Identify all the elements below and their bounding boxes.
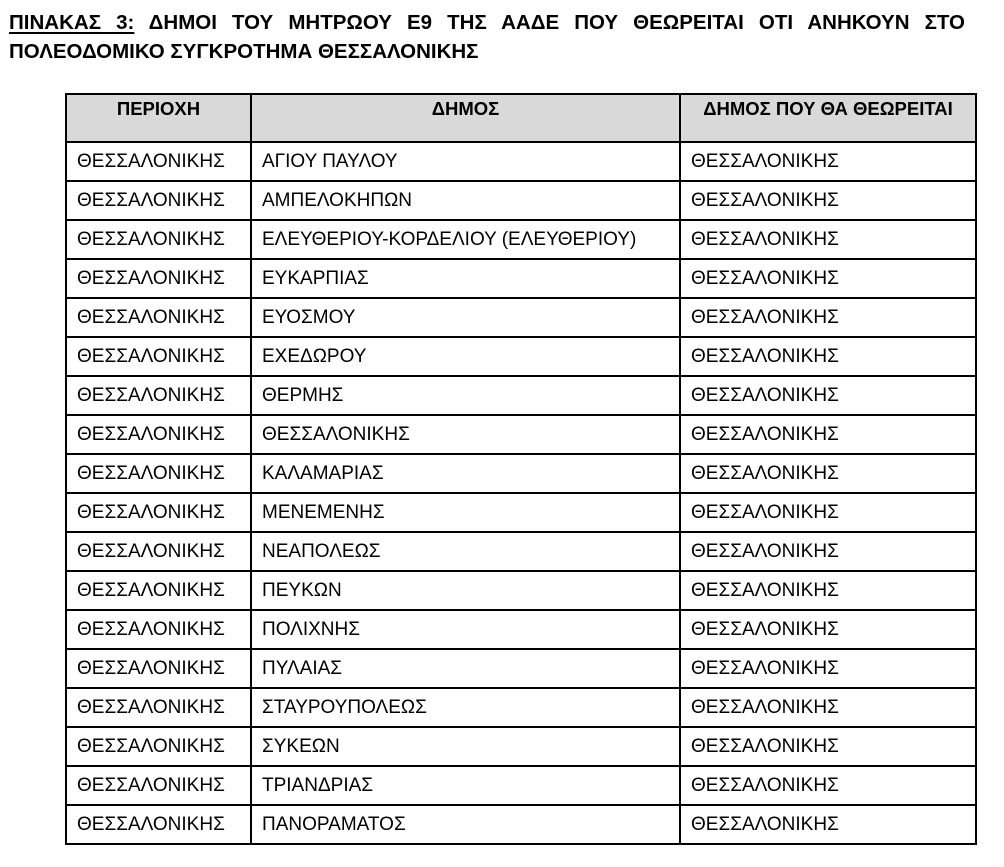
considered-municipality-cell: ΘΕΣΣΑΛΟΝΙΚΗΣ [680, 298, 976, 337]
table-row [66, 571, 976, 610]
area-cell: ΘΕΣΣΑΛΟΝΙΚΗΣ [66, 337, 251, 376]
area-cell: ΘΕΣΣΑΛΟΝΙΚΗΣ [66, 298, 251, 337]
area-cell: ΘΕΣΣΑΛΟΝΙΚΗΣ [66, 688, 251, 727]
area-cell: ΘΕΣΣΑΛΟΝΙΚΗΣ [66, 766, 251, 805]
table-row [66, 454, 976, 493]
area-cell: ΘΕΣΣΑΛΟΝΙΚΗΣ [66, 376, 251, 415]
considered-municipality-cell: ΘΕΣΣΑΛΟΝΙΚΗΣ [680, 727, 976, 766]
municipality-cell: ΝΕΑΠΟΛΕΩΣ [251, 532, 680, 571]
municipality-cell: ΠΑΝΟΡΑΜΑΤΟΣ [251, 805, 680, 844]
table-row [66, 805, 976, 844]
table-row [66, 688, 976, 727]
municipality-cell: ΠΕΥΚΩΝ [251, 571, 680, 610]
municipality-cell: ΜΕΝΕΜΕΝΗΣ [251, 493, 680, 532]
considered-municipality-cell: ΘΕΣΣΑΛΟΝΙΚΗΣ [680, 142, 976, 181]
municipality-cell: ΑΓΙΟΥ ΠΑΥΛΟΥ [251, 142, 680, 181]
table-row [66, 766, 976, 805]
considered-municipality-cell: ΘΕΣΣΑΛΟΝΙΚΗΣ [680, 454, 976, 493]
municipality-cell: ΤΡΙΑΝΔΡΙΑΣ [251, 766, 680, 805]
table-row [66, 649, 976, 688]
table-row [66, 610, 976, 649]
table-body [66, 142, 976, 844]
municipality-cell: ΣΥΚΕΩΝ [251, 727, 680, 766]
area-cell: ΘΕΣΣΑΛΟΝΙΚΗΣ [66, 649, 251, 688]
considered-municipality-cell: ΘΕΣΣΑΛΟΝΙΚΗΣ [680, 649, 976, 688]
table-row [66, 415, 976, 454]
table-row [66, 181, 976, 220]
considered-municipality-cell: ΘΕΣΣΑΛΟΝΙΚΗΣ [680, 493, 976, 532]
table-header-row [66, 94, 976, 142]
municipality-cell: ΠΟΛΙΧΝΗΣ [251, 610, 680, 649]
considered-municipality-cell: ΘΕΣΣΑΛΟΝΙΚΗΣ [680, 571, 976, 610]
header-area: ΠΕΡΙΟΧΗ [66, 94, 251, 142]
municipality-cell: ΕΛΕΥΘΕΡΙΟΥ-ΚΟΡΔΕΛΙΟΥ (ΕΛΕΥΘΕΡΙΟΥ) [251, 220, 680, 259]
municipality-cell: ΣΤΑΥΡΟΥΠΟΛΕΩΣ [251, 688, 680, 727]
considered-municipality-cell: ΘΕΣΣΑΛΟΝΙΚΗΣ [680, 181, 976, 220]
municipality-cell: ΕΧΕΔΩΡΟΥ [251, 337, 680, 376]
municipality-cell: ΕΥΚΑΡΠΙΑΣ [251, 259, 680, 298]
area-cell: ΘΕΣΣΑΛΟΝΙΚΗΣ [66, 493, 251, 532]
table-caption: ΔΗΜΟΙ ΤΟΥ ΜΗΤΡΩΟΥ Ε9 ΤΗΣ ΑΑΔΕ ΠΟΥ ΘΕΩΡΕΙΤΑΙ ΟΤΙ ΑΝΗΚΟΥΝ ΣΤΟ ΠΟΛΕΟΔΟΜΙΚΟ ΣΥΓΚΡΟΤΗΜΑ ΘΕΣΣΑΛΟΝΙΚΗΣ [9, 11, 965, 63]
table-row [66, 142, 976, 181]
table-row [66, 259, 976, 298]
considered-municipality-cell: ΘΕΣΣΑΛΟΝΙΚΗΣ [680, 766, 976, 805]
area-cell: ΘΕΣΣΑΛΟΝΙΚΗΣ [66, 805, 251, 844]
document-title [9, 8, 965, 66]
considered-municipality-cell: ΘΕΣΣΑΛΟΝΙΚΗΣ [680, 805, 976, 844]
table-row [66, 727, 976, 766]
header-municipality: ΔΗΜΟΣ [251, 94, 680, 142]
header-considered-municipality: ΔΗΜΟΣ ΠΟΥ ΘΑ ΘΕΩΡΕΙΤΑΙ [680, 94, 976, 142]
area-cell: ΘΕΣΣΑΛΟΝΙΚΗΣ [66, 454, 251, 493]
considered-municipality-cell: ΘΕΣΣΑΛΟΝΙΚΗΣ [680, 259, 976, 298]
considered-municipality-cell: ΘΕΣΣΑΛΟΝΙΚΗΣ [680, 688, 976, 727]
area-cell: ΘΕΣΣΑΛΟΝΙΚΗΣ [66, 532, 251, 571]
considered-municipality-cell: ΘΕΣΣΑΛΟΝΙΚΗΣ [680, 532, 976, 571]
table-row [66, 337, 976, 376]
table-row [66, 493, 976, 532]
municipality-cell: ΠΥΛΑΙΑΣ [251, 649, 680, 688]
considered-municipality-cell: ΘΕΣΣΑΛΟΝΙΚΗΣ [680, 376, 976, 415]
table-row [66, 532, 976, 571]
table-number-label: ΠΙΝΑΚΑΣ 3: [9, 11, 135, 34]
considered-municipality-cell: ΘΕΣΣΑΛΟΝΙΚΗΣ [680, 610, 976, 649]
municipalities-table [65, 93, 977, 845]
area-cell: ΘΕΣΣΑΛΟΝΙΚΗΣ [66, 220, 251, 259]
area-cell: ΘΕΣΣΑΛΟΝΙΚΗΣ [66, 727, 251, 766]
area-cell: ΘΕΣΣΑΛΟΝΙΚΗΣ [66, 259, 251, 298]
table-row [66, 220, 976, 259]
table-row [66, 376, 976, 415]
municipality-cell: ΑΜΠΕΛΟΚΗΠΩΝ [251, 181, 680, 220]
area-cell: ΘΕΣΣΑΛΟΝΙΚΗΣ [66, 610, 251, 649]
area-cell: ΘΕΣΣΑΛΟΝΙΚΗΣ [66, 142, 251, 181]
considered-municipality-cell: ΘΕΣΣΑΛΟΝΙΚΗΣ [680, 337, 976, 376]
considered-municipality-cell: ΘΕΣΣΑΛΟΝΙΚΗΣ [680, 415, 976, 454]
municipality-cell: ΘΕΡΜΗΣ [251, 376, 680, 415]
municipality-cell: ΕΥΟΣΜΟΥ [251, 298, 680, 337]
considered-municipality-cell: ΘΕΣΣΑΛΟΝΙΚΗΣ [680, 220, 976, 259]
area-cell: ΘΕΣΣΑΛΟΝΙΚΗΣ [66, 415, 251, 454]
area-cell: ΘΕΣΣΑΛΟΝΙΚΗΣ [66, 181, 251, 220]
table-row [66, 298, 976, 337]
municipality-cell: ΚΑΛΑΜΑΡΙΑΣ [251, 454, 680, 493]
area-cell: ΘΕΣΣΑΛΟΝΙΚΗΣ [66, 571, 251, 610]
municipality-cell: ΘΕΣΣΑΛΟΝΙΚΗΣ [251, 415, 680, 454]
